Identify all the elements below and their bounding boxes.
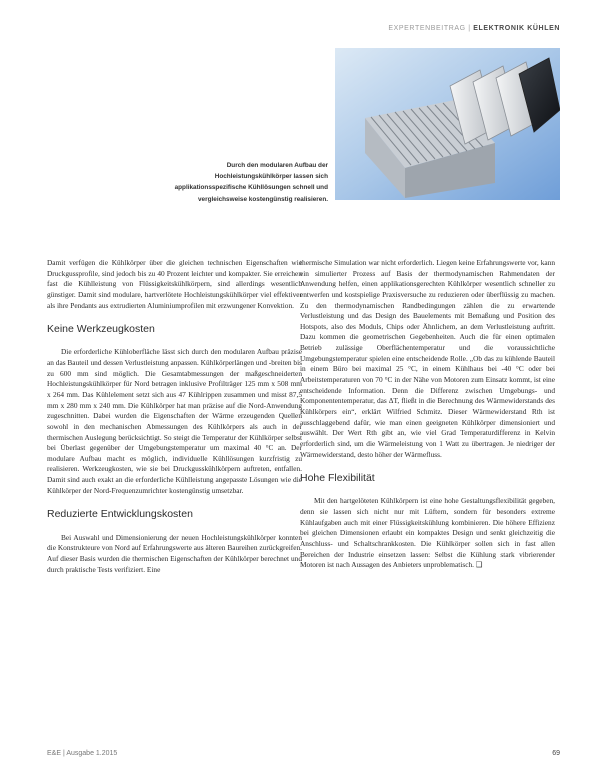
footer-issue: E&E | Ausgabe 1.2015	[47, 750, 118, 757]
page-number: 69	[552, 750, 560, 757]
running-header	[388, 25, 560, 32]
paragraph: Die erforderliche Kühloberfläche lässt sich durch den modularen Aufbau präzise an das Bauteil und dessen Verlustleistung anpassen. Kühlkörperlängen und -breiten bis zu 600 mm sind möglich. Die Gesamtabmessungen der maßgeschneiderten Hochleistungskühlkörper für Nord betragen inklusive Profilträger 125 mm x 508 mm x 264 mm. Das Kühlelement setzt sich aus 47 Kühlrippen zusammen und misst 87,5 mm x 280 mm x 240 mm. Die Kühlkörper hat man präzise auf die Nord-Anwendung zugeschnitten. Dabei wurden die Eigenschaften der Wärme erzeugenden Quellen sowohl in den mechanischen Abmessungen des Kühlkörpers als auch in der thermischen Auslegung berücksichtigt. So steigt die Temperatur der Kühlkörper selbst bei Überlast gegenüber der Umgebungstemperatur um maximal 40 °C an. Der modulare Aufbau macht es möglich, individuelle Kühllösungen kurzfristig zu realisieren. Werkzeugkosten, wie sie bei Druckgusskühlkörpern auftreten, entfallen. Damit sind auch exakt an die erforderliche Kühlleistung angepasste Lösungen wie die Kühlkörper der Nord-Frequenzumrichter kostengünstig umsetzbar.	[47, 347, 303, 495]
page-footer	[47, 750, 560, 757]
header-section: ELEKTRONIK KÜHLEN	[473, 25, 560, 32]
paragraph: thermische Simulation war nicht erforderlich. Liegen keine Erfahrungswerte vor, kann ein simulierter Prozess auf Basis der thermodynamischen Rahmendaten der Anwendung helfen, einen applikationsgerechten Kühlkörper wesentlich schneller zu entwerfen und kostspielige Praxisversuche zu reduzieren oder überflüssig zu machen. Zu den thermodynamischen Randbedingungen zählen die zu erwartende Verlustleistung und das Design des Bauelements mit Bemaßung und Position des Hotspots, also des Moduls, Chips oder Ähnlichem, an dem Verlustleistung auftritt. Dazu kommen die geometrischen Gegebenheiten. Auch die für einen optimalen Betrieb zulässige Oberflächentemperatur und die voraussichtliche Umgebungstemperatur spielen eine entscheidende Rolle. „Ob das zu kühlende Bauteil in einem Büro bei maximal 25 °C, in einem Kühlhaus bei -40 °C oder bei Arbeitstemperaturen von 70 °C in der Nähe von Motoren zum Einsatz kommt, ist eine entscheidende Information. Denn die Differenz zwischen Umgebungs- und Komponententemperatur, das ΔT, fließt in die Berechnung des Wärmewiderstands des Kühlkörpers ein“, erklärt Wilfried Schmitz. Dieser Wärmewiderstand Rth ist ausschlaggebend dafür, wie man einen geeigneten Kühlkörper dimensioniert und auswählt. Der Wert Rth gibt an, wie viel Grad Temperaturdifferenz in Kelvin erforderlich sind, um die Wärmeleistung von 1 Watt zu übertragen. Je niedriger der Wärmewiderstand, desto höher der Wärmefluss.	[300, 258, 555, 459]
paragraph: Mit den hartgelöteten Kühlkörpern ist eine hohe Gestaltungsflexibilität gegeben, denn sie lassen sich nicht nur mit Lüftern, sondern für besonders extreme Kühlaufgaben auch mit einer Flüssigkeitskühlung kombinieren. Die höhere Effizienz bei gleichen Dimensionen erlaubt ein kompaktes Design und senkt gleichzeitig die Anschluss- und Schaltschrankkosten. Die Kühlkörper sollen sich in fast allen Bereichen der Industrie einsetzen lassen: Selbst die Kühlung stark vibrierender Motoren ist nach Aussagen des Anbieters unproblematisch. ❑	[300, 496, 555, 570]
left-column	[47, 258, 302, 575]
section-heading: Reduzierte Entwicklungskosten	[47, 508, 193, 521]
paragraph: Damit verfügen die Kühlkörper über die gleichen technischen Eigenschaften wie Druckgussprofile, sind jedoch bis zu 40 Prozent leichter und kompakter. Sie erreichen fast die Kühlleistung von Flüssigkeitskühlkörpern, sind allerdings wesentlich günstiger. Damit sind modulare, hartverlötete Hochleistungskühlkörper viel effektiver als ihre Pendants aus extrudierten Aluminiumprofilen mit erzwungener Konvektion.	[47, 258, 302, 310]
paragraph: Bei Auswahl und Dimensionierung der neuen Hochleistungskühlkörper konnten die Konstrukteure von Nord auf Erfahrungswerte aus älteren Baureihen zurückgreifen. Auf dieser Basis wurden die thermischen Eigenschaften der Kühlkörper berechnet und durch praktische Tests verifiziert. Eine	[47, 532, 302, 574]
right-column	[300, 258, 555, 571]
header-prefix: EXPERTENBEITRAG |	[388, 25, 474, 32]
heatsink-photo	[335, 48, 560, 200]
figure-caption: Durch den modularen Aufbau der Hochleistungskühlkörper lassen sich applikationsspezifische Kühllösungen schnell und vergleichsweise kostengünstig realisieren.	[174, 162, 328, 203]
section-heading: Hohe Flexibilität	[300, 472, 375, 485]
section-heading: Keine Werkzeugkosten	[47, 323, 155, 336]
